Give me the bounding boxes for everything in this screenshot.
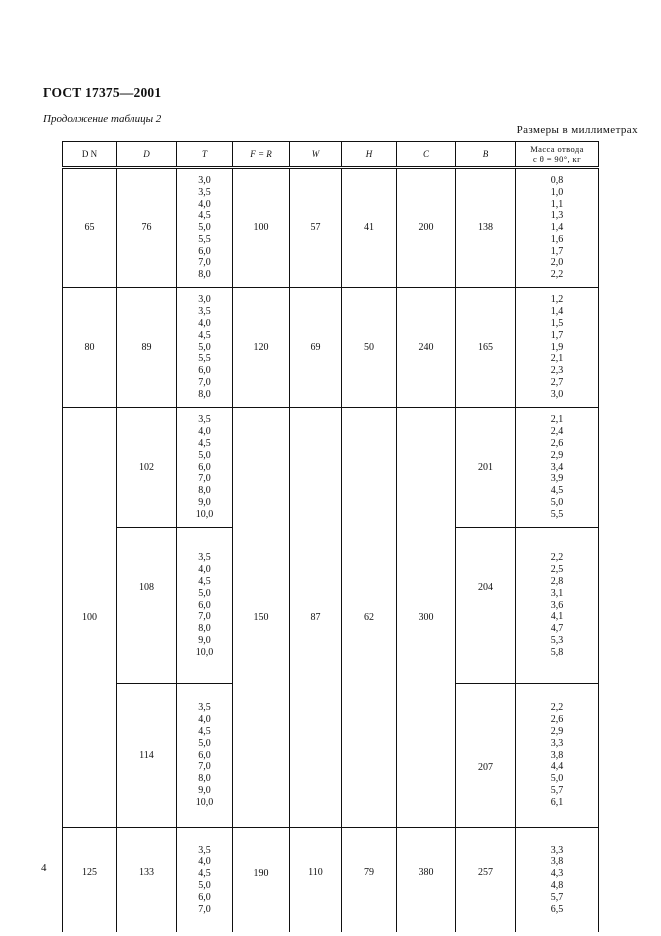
cell-d: 89 [117,288,177,408]
value-line: 4,5 [550,485,564,497]
value-line: 6,0 [198,749,211,761]
cell-c: 300 [397,408,456,828]
value-line: 0,8 [550,174,564,186]
value-line: 5,0 [198,449,211,461]
value-line: 3,9 [550,473,564,485]
value-line: 2,2 [550,552,564,564]
value-line: 2,2 [550,269,564,281]
value-line: 8,0 [198,623,211,635]
value-line: 2,9 [550,726,564,737]
col-header-b: B [456,142,516,168]
value-line: 2,6 [550,714,564,726]
value-line: 1,4 [550,222,564,234]
value-line: 1,4 [550,306,564,318]
value-line: 4,1 [550,611,564,623]
cell-b: 138 [456,168,516,288]
value-line: 6,0 [198,245,211,257]
value-line: 6,1 [550,796,564,808]
value-line: 5,0 [550,496,564,508]
cell-f-r: 190 [233,828,290,933]
cell-dn: 100 [63,408,117,828]
value-line: 3,5 [198,702,211,714]
value-line: 3,5 [198,414,211,426]
value-line: 1,7 [550,329,564,341]
value-line: 4,8 [550,880,564,891]
value-line: 7,0 [198,473,211,485]
value-line: 2,8 [550,576,564,587]
value-line: 8,0 [198,269,211,281]
col-header-c: C [397,142,456,168]
value-line: 2,1 [550,414,564,426]
value-line: 4,4 [550,761,564,773]
cell-d: 133 [117,828,177,933]
table-continuation-caption: Продолжение таблицы 2 [43,113,162,125]
value-line: 3,5 [198,306,211,318]
col-header-mass [516,142,599,168]
value-line: 4,0 [198,564,211,576]
value-line: 9,0 [198,496,211,508]
value-line: 10,0 [195,796,214,808]
cell-b: 201 [456,408,516,528]
cell-t [177,828,233,933]
value-line: 4,0 [198,198,211,210]
value-line: 7,0 [198,257,211,269]
value-line: 3,1 [550,587,564,599]
cell-w: 69 [290,288,342,408]
value-line: 5,0 [198,880,211,891]
value-line: 2,7 [550,376,564,388]
cell-w: 87 [290,408,342,828]
value-line: 9,0 [198,784,211,796]
value-line: 4,7 [550,623,564,635]
value-line: 3,0 [550,388,564,400]
value-line: 2,3 [550,365,564,377]
value-line: 9,0 [198,634,211,646]
value-line: 8,0 [198,485,211,497]
value-line: 3,0 [198,294,211,306]
value-line: 2,5 [550,564,564,576]
cell-dn: 125 [63,828,117,933]
value-line: 4,3 [550,868,564,880]
cell-mass [516,528,599,684]
cell-t [177,168,233,288]
value-line: 1,9 [550,341,564,353]
value-line: 6,0 [198,365,211,377]
cell-h: 41 [342,168,397,288]
value-line: 2,2 [550,702,564,714]
cell-d: 108 [117,528,177,684]
value-line: 3,8 [550,856,564,868]
cell-mass [516,288,599,408]
value-line: 1,2 [550,294,564,306]
cell-t [177,288,233,408]
value-line: 5,0 [198,222,211,234]
value-line: 5,5 [550,508,564,520]
value-line: 8,0 [198,773,211,785]
value-line: 3,3 [550,844,564,856]
value-line: 4,5 [198,726,211,737]
value-line: 5,7 [550,784,564,796]
cell-b: 257 [456,828,516,933]
col-header-mass-line2: с θ = 90°, кг [533,154,581,164]
value-line: 3,0 [198,174,211,186]
value-line: 3,5 [198,552,211,564]
cell-mass [516,684,599,828]
value-line: 5,5 [198,353,211,365]
value-line: 7,0 [198,376,211,388]
value-line: 1,7 [550,245,564,257]
cell-b: 165 [456,288,516,408]
cell-f-r: 150 [233,408,290,828]
table-row [63,828,599,933]
value-line: 5,3 [550,634,564,646]
cell-c: 240 [397,288,456,408]
cell-f-r: 100 [233,168,290,288]
value-line: 4,0 [198,318,211,329]
document-title: ГОСТ 17375—2001 [43,85,162,100]
cell-h: 79 [342,828,397,933]
value-line: 4,5 [198,868,211,880]
value-line: 8,0 [198,388,211,400]
col-header-t: T [177,142,233,168]
value-line: 6,0 [198,599,211,611]
value-line: 4,5 [198,210,211,222]
value-line: 4,5 [198,438,211,449]
cell-w: 57 [290,168,342,288]
value-line: 6,5 [550,903,564,915]
units-note: Размеры в миллиметрах [516,124,638,136]
table-row [63,168,599,288]
cell-b: 207 [456,684,516,828]
cell-mass [516,408,599,528]
dimensions-table [62,141,599,932]
value-line: 5,0 [550,773,564,785]
value-line: 2,6 [550,438,564,449]
value-line: 5,0 [198,587,211,599]
value-line: 4,0 [198,856,211,868]
value-line: 5,8 [550,646,564,658]
value-line: 10,0 [195,646,214,658]
cell-h: 62 [342,408,397,828]
col-header-h: H [342,142,397,168]
value-line: 3,6 [550,599,564,611]
value-line: 1,1 [550,198,564,210]
value-line: 6,0 [198,891,211,903]
table-row [63,288,599,408]
value-line: 1,3 [550,210,564,222]
cell-f-r: 120 [233,288,290,408]
value-line: 4,0 [198,714,211,726]
value-line: 10,0 [195,508,214,520]
col-header-d: D [117,142,177,168]
col-header-mass-line1: Масса отвода [530,144,584,154]
value-line: 5,0 [198,341,211,353]
value-line: 3,4 [550,461,564,473]
cell-mass [516,828,599,933]
value-line: 6,0 [198,461,211,473]
col-header-w: W [290,142,342,168]
value-line: 7,0 [198,761,211,773]
value-line: 7,0 [198,903,211,915]
value-line: 4,5 [198,329,211,341]
cell-t [177,528,233,684]
cell-dn: 80 [63,288,117,408]
cell-w: 110 [290,828,342,933]
value-line: 5,0 [198,737,211,749]
value-line: 2,0 [550,257,564,269]
cell-d: 114 [117,684,177,828]
table-row [63,408,599,528]
table-header-row [63,142,599,168]
value-line: 4,0 [198,426,211,438]
value-line: 3,5 [198,844,211,856]
cell-d: 76 [117,168,177,288]
value-line: 5,5 [198,233,211,245]
cell-d: 102 [117,408,177,528]
value-line: 4,5 [198,576,211,587]
cell-t [177,408,233,528]
cell-dn: 65 [63,168,117,288]
cell-b: 204 [456,528,516,684]
value-line: 2,4 [550,426,564,438]
value-line: 1,6 [550,233,564,245]
cell-h: 50 [342,288,397,408]
value-line: 7,0 [198,611,211,623]
page-number: 4 [41,862,47,874]
value-line: 3,3 [550,737,564,749]
value-line: 3,5 [198,186,211,198]
value-line: 2,1 [550,353,564,365]
cell-c: 200 [397,168,456,288]
value-line: 1,0 [550,186,564,198]
cell-c: 380 [397,828,456,933]
cell-mass [516,168,599,288]
value-line: 1,5 [550,318,564,329]
col-header-f-r: F = R [233,142,290,168]
value-line: 2,9 [550,449,564,461]
cell-t [177,684,233,828]
value-line: 5,7 [550,891,564,903]
col-header-dn: D N [63,142,117,168]
value-line: 3,8 [550,749,564,761]
